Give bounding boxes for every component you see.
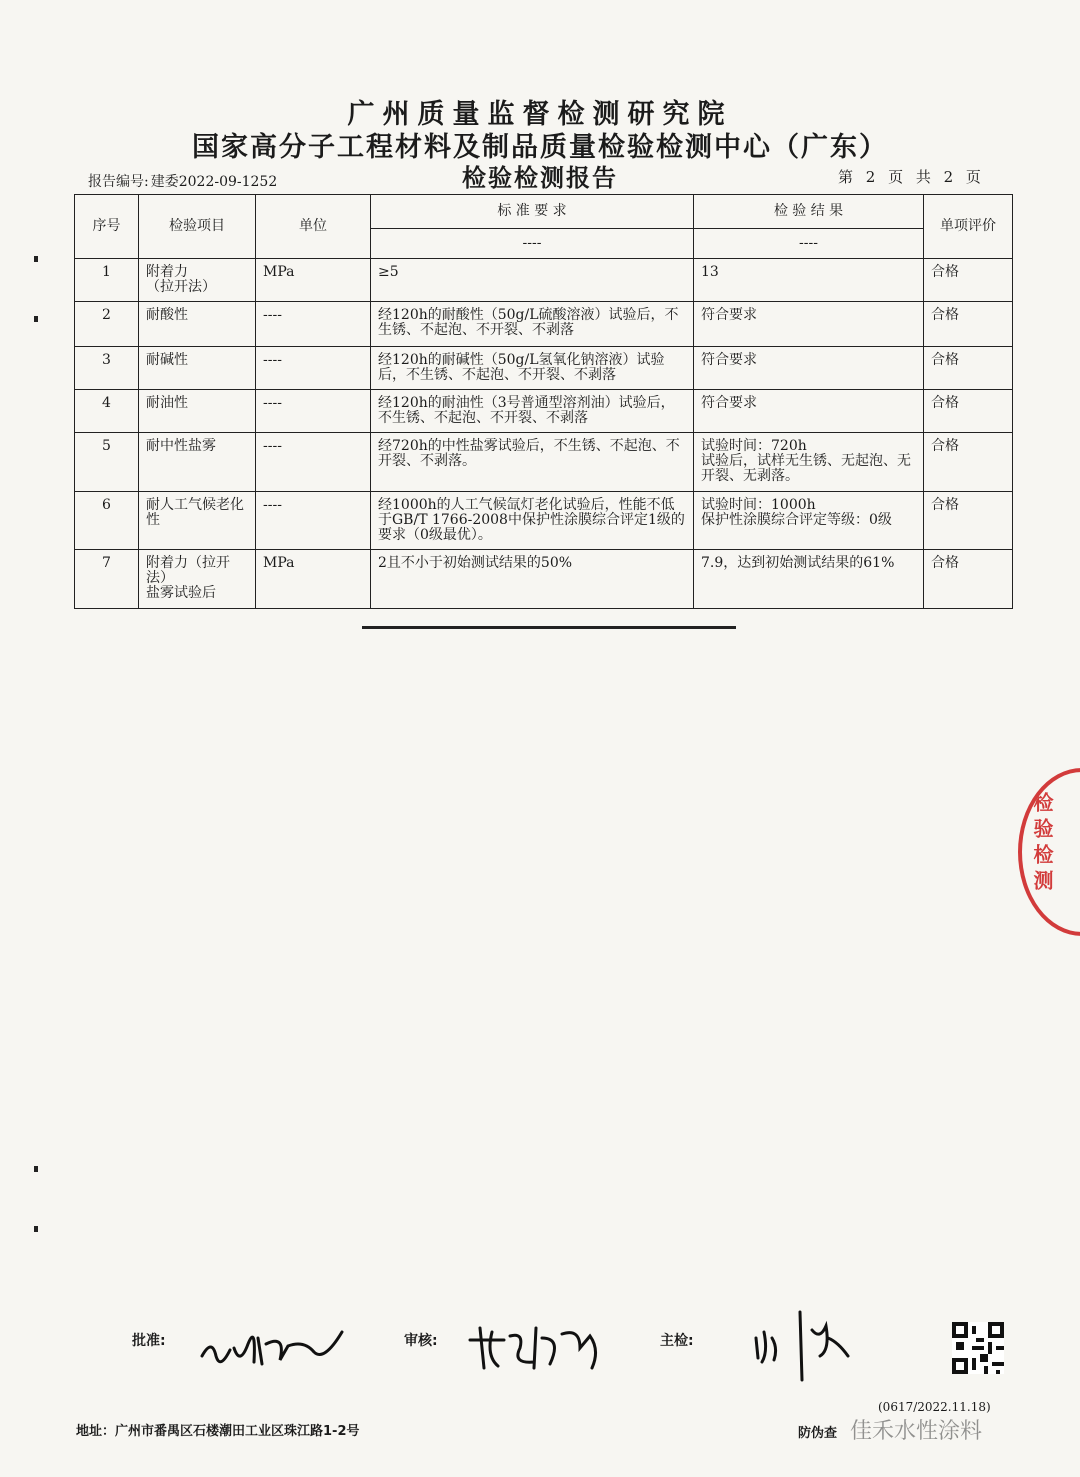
approve-signature (194, 1318, 344, 1378)
cell-item: 耐人工气候老化性 (139, 492, 256, 550)
cell-seq: 2 (75, 302, 139, 347)
table-header-row (75, 195, 1013, 229)
inspection-stamp: 检验检测 (1018, 768, 1080, 936)
end-of-table-line (362, 626, 736, 629)
institute-name: 广州质量监督检测研究院 (347, 99, 733, 130)
cell-evaluation: 合格 (924, 492, 1013, 550)
report-title: 检验检测报告 (462, 164, 618, 192)
cell-standard: 经1000h的人工气候氙灯老化试验后，性能不低于GB/T 1766-2008中保护性涂膜综合评定1级的要求（0级最优）。 (371, 492, 694, 550)
cell-result: 试验时间：720h 试验后，试样无生锈、无起泡、无开裂、无剥落。 (694, 433, 924, 492)
cell-unit: ---- (256, 347, 371, 390)
cell-unit: MPa (256, 259, 371, 302)
header-evaluation: 单项评价 (924, 195, 1013, 259)
cell-standard: 经120h的耐碱性（50g/L氢氧化钠溶液）试验后，不生锈、不起泡、不开裂、不剥落 (371, 347, 694, 390)
review-signature (466, 1318, 616, 1378)
cell-evaluation: 合格 (924, 347, 1013, 390)
cell-unit: ---- (256, 492, 371, 550)
header-standard: 标 准 要 求 (371, 195, 694, 229)
cell-result: 7.9，达到初始测试结果的61% (694, 550, 924, 609)
cell-unit: ---- (256, 433, 371, 492)
report-number-value: 建委2022-09-1252 (150, 174, 278, 190)
table-row (75, 433, 1013, 492)
header-unit: 单位 (256, 195, 371, 259)
cell-standard: ≥5 (371, 259, 694, 302)
table-row (75, 550, 1013, 609)
punch-mark (34, 256, 38, 262)
cell-evaluation: 合格 (924, 302, 1013, 347)
punch-mark (34, 316, 38, 322)
cell-result: 符合要求 (694, 347, 924, 390)
cell-evaluation: 合格 (924, 550, 1013, 609)
header-item: 检验项目 (139, 195, 256, 259)
cell-item: 耐碱性 (139, 347, 256, 390)
cell-standard: 2且不小于初始测试结果的50% (371, 550, 694, 609)
cell-result: 符合要求 (694, 390, 924, 433)
watermark: 佳禾水性涂料 (850, 1419, 983, 1444)
cell-seq: 3 (75, 347, 139, 390)
approve-label: 批准: (132, 1333, 166, 1349)
punch-mark (34, 1166, 38, 1172)
cell-unit: ---- (256, 302, 371, 347)
cell-evaluation: 合格 (924, 390, 1013, 433)
cell-item: 耐中性盐雾 (139, 433, 256, 492)
header-result: 检 验 结 果 (694, 195, 924, 229)
punch-mark (34, 1226, 38, 1232)
cell-item: 耐油性 (139, 390, 256, 433)
cell-evaluation: 合格 (924, 433, 1013, 492)
document-code: (0617/2022.11.18) (878, 1400, 991, 1414)
table-row (75, 347, 1013, 390)
cell-seq: 5 (75, 433, 139, 492)
cell-standard: 经120h的耐油性（3号普通型溶剂油）试验后，不生锈、不起泡、不开裂、不剥落 (371, 390, 694, 433)
table-row (75, 390, 1013, 433)
cell-item: 附着力（拉开法） 盐雾试验后 (139, 550, 256, 609)
cell-evaluation: 合格 (924, 259, 1013, 302)
header-seq: 序号 (75, 195, 139, 259)
anti-fake-label: 防伪查 (798, 1426, 838, 1441)
cell-seq: 1 (75, 259, 139, 302)
cell-result: 符合要求 (694, 302, 924, 347)
report-number (86, 171, 277, 191)
cell-seq: 7 (75, 550, 139, 609)
table-row (75, 302, 1013, 347)
cell-seq: 6 (75, 492, 139, 550)
qr-code-icon (952, 1322, 1004, 1374)
inspect-label: 主检: (660, 1333, 694, 1349)
result-table (74, 194, 1013, 609)
cell-standard: 经120h的耐酸性（50g/L硫酸溶液）试验后，不生锈、不起泡、不开裂、不剥落 (371, 302, 694, 347)
table-row (75, 259, 1013, 302)
cell-unit: MPa (256, 550, 371, 609)
cell-result: 13 (694, 259, 924, 302)
center-name: 国家高分子工程材料及制品质量检验检测中心（广东） (192, 132, 888, 163)
header-standard-sub: ---- (371, 229, 694, 259)
inspect-signature (748, 1308, 858, 1384)
page-info: 第 2 页 共 2 页 (838, 168, 981, 186)
report-number-label: 报告编号: (88, 174, 149, 190)
header-result-sub: ---- (694, 229, 924, 259)
address: 地址：广州市番禺区石楼潮田工业区珠江路1-2号 (76, 1424, 360, 1439)
cell-item: 附着力 （拉开法） (139, 259, 256, 302)
table-row (75, 492, 1013, 550)
cell-item: 耐酸性 (139, 302, 256, 347)
cell-seq: 4 (75, 390, 139, 433)
cell-standard: 经720h的中性盐雾试验后，不生锈、不起泡、不开裂、不剥落。 (371, 433, 694, 492)
review-label: 审核: (404, 1333, 438, 1349)
cell-unit: ---- (256, 390, 371, 433)
cell-result: 试验时间：1000h 保护性涂膜综合评定等级：0级 (694, 492, 924, 550)
